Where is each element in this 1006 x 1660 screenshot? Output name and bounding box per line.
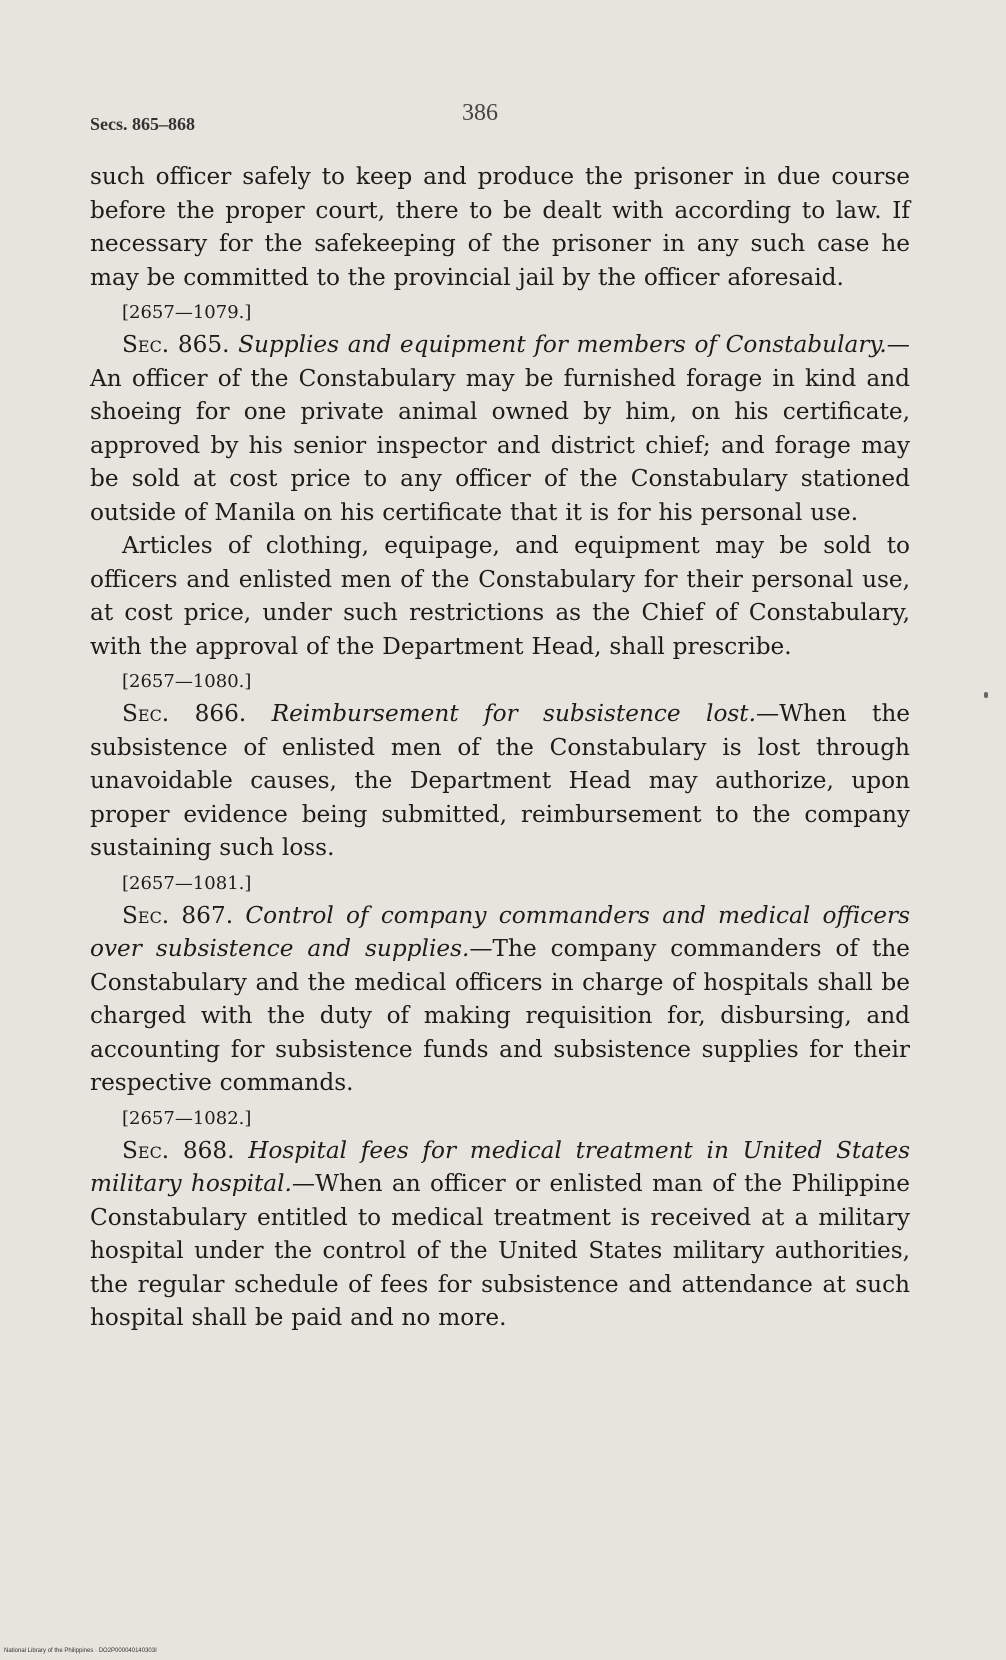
section-text: —The company commanders of the Constabulary and the medical officers in charge of hospitals shall be charged with the duty of making requisition for, disbursing, and accounting for subsistence funds and subsistence supplies for their respective commands. — [90, 935, 911, 1096]
section-label: Sec. 865. — [122, 331, 230, 358]
section-866 — [90, 697, 910, 865]
scan-speck — [984, 692, 988, 698]
body-text — [90, 160, 910, 1335]
citation-866: [2657—1080.] — [122, 671, 252, 692]
section-865 — [90, 328, 910, 529]
section-868 — [90, 1134, 910, 1335]
section-865-paragraph-2: Articles of clothing, equipage, and equipment may be sold to officers and enlisted men of the Constabulary for their personal use, at cost price, under such restrictions as the Chief of Constabulary, with the approval of the Department Head, shall prescribe. — [90, 532, 910, 660]
citation-868: [2657—1082.] — [122, 1107, 252, 1129]
page-header — [90, 100, 916, 140]
running-head: Secs. 865–868 — [90, 114, 195, 134]
section-text: —An officer of the Constabulary may be furnished forage in kind and shoeing for one private animal owned by him, on his certificate, approved by his senior inspector and district chief; and forage may be sold at cost price to any officer of the Constabulary stationed outside of Manila on his certificate that it is for his personal use. — [90, 331, 910, 526]
section-heading: Hospital fees for medical treatment in United States military hospital. — [90, 1136, 910, 1197]
page-number: 386 — [462, 100, 498, 126]
scan-credit: National Library of the Philippines · DO2P000040140303I — [4, 1648, 157, 1654]
section-text: —When an officer or enlisted man of the Philippine Constabulary entitled to medical treatment is received at a military hospital under the control of the United States military authorities, the regular schedule of fees for subsistence and attendance at such hospital shall be paid and no more. — [90, 1170, 911, 1331]
citation-865: [2657—1079.] — [122, 302, 252, 323]
section-label: Sec. 867. — [122, 901, 234, 929]
section-heading: Reimbursement for subsistence lost. — [271, 700, 756, 727]
section-heading: Supplies and equipment for members of Constabulary. — [238, 331, 887, 358]
section-heading: Control of company commanders and medical officers over subsistence and supplies. — [90, 901, 910, 962]
section-label: Sec. 868. — [122, 1136, 235, 1164]
section-867 — [90, 899, 910, 1100]
section-label: Sec. 866. — [122, 700, 247, 727]
continuation-paragraph: such officer safely to keep and produce the prisoner in due course before the proper court, there to be dealt with according to law. If necessary for the safekeeping of the prisoner in any such case he may be committed to the provincial jail by the officer aforesaid. — [90, 163, 910, 291]
citation-867: [2657—1081.] — [122, 872, 252, 894]
section-text: —When the subsistence of enlisted men of the Constabulary is lost through unavoidable causes, the Department Head may authorize, upon proper evidence being submitted, reimbursement to the company sustaining such loss. — [90, 700, 910, 861]
